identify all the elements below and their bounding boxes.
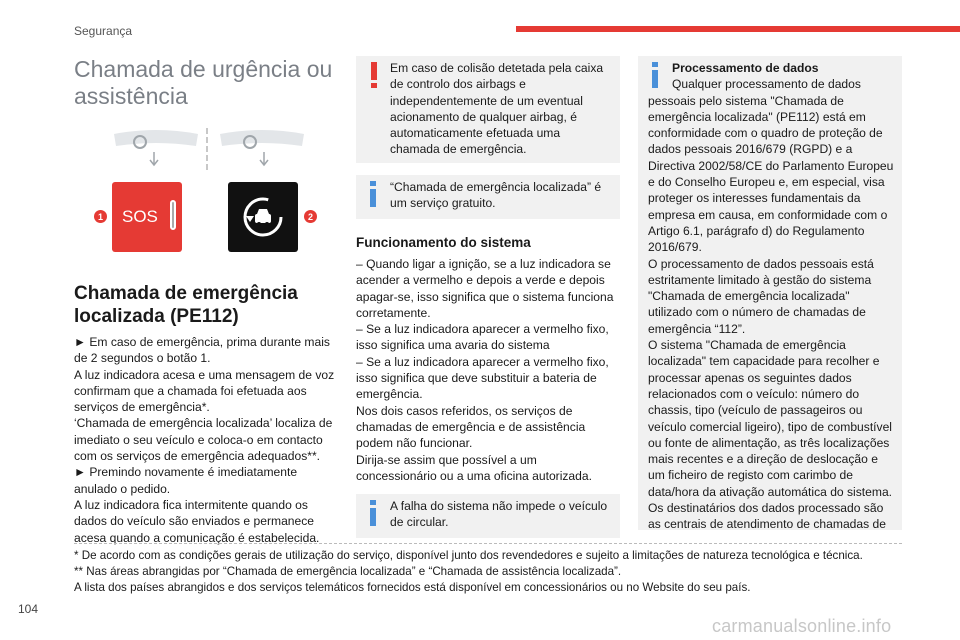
column-1 [74,56,340,546]
illustration [74,122,340,272]
paragraph: ‘Chamada de emergência localizada’ localiza de imediato o seu veículo e coloca-o em contacto com os serviços de emergência adequados**. [74,416,333,464]
info-icon [650,62,660,88]
paragraph: ► Premindo novamente é imediatamente anulado o pedido. [74,465,298,496]
rearview-mirror-icon [216,124,308,172]
paragraph: Dirija-se assim que possível a um concessionário ou a uma oficina autorizada. [356,452,592,483]
heading-system-operation: Funcionamento do sistema [356,235,531,250]
heading-emergency-call: Chamada de emergência localizada (PE112) [74,283,298,327]
paragraph: Os destinatários dos dados processado são as centrais de atendimento de chamadas de [648,501,886,532]
paragraph: Nos dois casos referidos, os serviços de chamadas de emergência e de assistência podem não funcionar. [356,403,586,451]
warning-text: Em caso de colisão detetada pela caixa de controlo dos airbags e independentemente de um eventual acionamento de qualquer airbag, é automaticamente efetuada uma chamada de emergência. [390,61,604,157]
paragraph: O processamento de dados pessoais está estritamente limitado à gestão do sistema "Chamada de emergência localizada" utilizado com o número de chamadas de emergência “112”. [648,256,874,336]
page-number: 104 [18,602,39,616]
watermark: carmanualsonline.info [712,616,892,636]
info-icon [368,500,378,526]
paragraph: ► Em caso de emergência, prima durante mais de 2 segundos o botão 1. [74,335,330,366]
sos-indicator-light [170,200,176,230]
info-box [356,175,620,219]
info-box [356,494,620,538]
warning-exclamation-icon [368,62,380,88]
rearview-mirror-icon [110,124,202,172]
column-2 [356,56,620,538]
data-processing-box [638,56,902,530]
paragraph: A luz indicadora fica intermitente quando os dados do veículo são enviados e permanece acesa quando a comunicação é estabelecida. [74,497,320,545]
footnote: * De acordo com as condições gerais de utilização do serviço, disponível junto dos revendedores e sujeito a limitações de natureza tecnológica e técnica. [74,549,863,562]
paragraph: – Se a luz indicadora aparecer a vermelho fixo, isso significa que deve substituir a bateria de emergência. [356,354,609,402]
paragraph: A luz indicadora acesa e uma mensagem de voz confirmam que a chamada foi efetuada aos serviços de emergência*. [74,367,335,415]
paragraph: – Se a luz indicadora aparecer a vermelho fixo, isso significa uma avaria do sistema [356,322,609,353]
sos-button[interactable] [112,182,182,252]
footnote: A lista dos países abrangidos e dos serviços telemáticos fornecidos está disponível em concessionários ou no Website do seu país. [74,581,751,594]
footnote-divider [74,543,902,544]
footnotes [74,548,934,596]
header-red-bar [516,26,960,32]
info-text: A falha do sistema não impede o veículo de circular. [390,499,608,530]
warning-box [356,56,620,163]
paragraph: – Quando ligar a ignição, se a luz indicadora se acender a vermelho e depois a verde e depois apagar-se, isso significa que o sistema funciona corretamente. [356,257,614,320]
assistance-button[interactable] [228,182,298,252]
car-assistance-icon [240,194,286,240]
info-icon [368,181,378,207]
page-title: Chamada de urgência ou assistência [74,56,333,109]
footnote: ** Nas áreas abrangidas por “Chamada de emergência localizada” e “Chamada de assistência localizada”. [74,565,622,578]
illustration-divider [206,128,208,170]
info-text: “Chamada de emergência localizada” é um serviço gratuito. [390,180,602,211]
column-3 [638,56,902,530]
sos-label: SOS [122,207,158,226]
section-title: Segurança [74,24,133,38]
paragraph: Qualquer processamento de dados pessoais pelo sistema "Chamada de emergência localizada" (PE112) está em conformidade com o quadro de proteção de dados pessoais 2016/679 (RGPD) e a Directiva 2002/58/CE do Parlamento Europeu e do Conselho Europeu e, em especial, visa proteger os interesses fundamentais da empresa em causa, em conformidade com o Artigo 6.1, parágrafo d) do Regulamento 2016/679. [648,77,894,255]
callout-2: 2 [304,210,317,223]
data-processing-title: Processamento de dados [672,61,819,75]
paragraph: O sistema "Chamada de emergência localizada" tem capacidade para recolher e processar apenas os seguintes dados relacionados com o veículo: número do chassis, tipo (veículo de passageiros ou veículo comercial ligeiro), tipo de combustível ou fonte de alimentação, as três localizações mais recentes e a direção de deslocação e um ficheiro de registo com carimbo de data/hora da ativação automática do sistema. [648,338,893,499]
callout-1: 1 [94,210,107,223]
